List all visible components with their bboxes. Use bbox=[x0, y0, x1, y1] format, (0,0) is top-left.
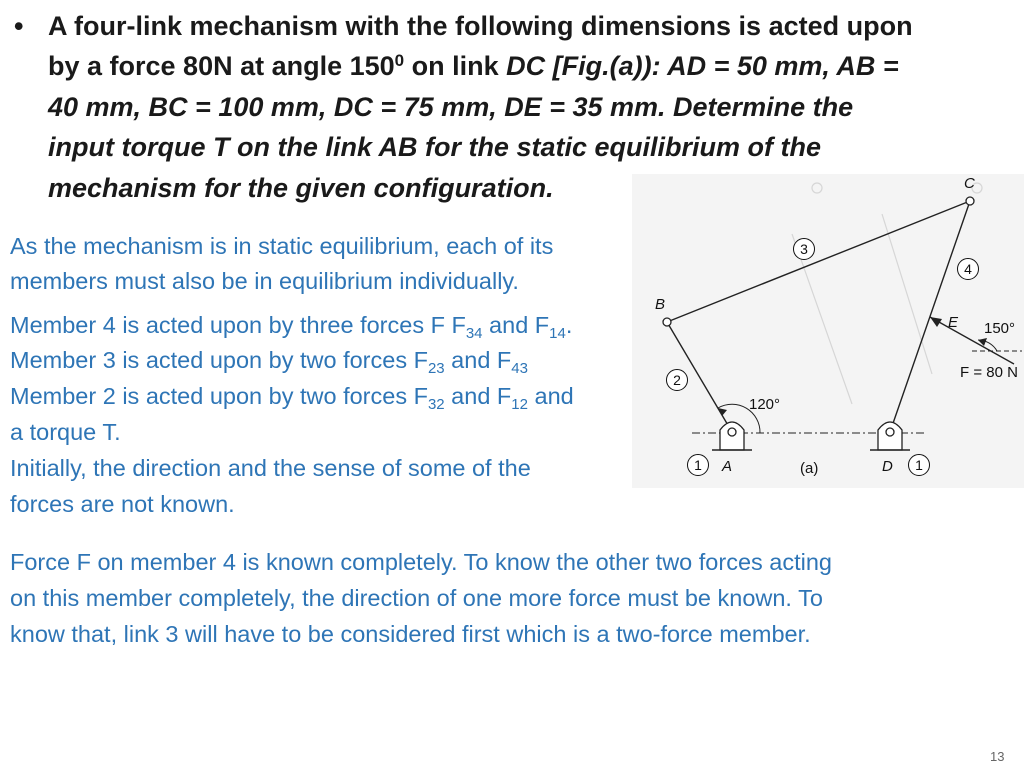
mechanism-diagram bbox=[632, 174, 1024, 488]
problem-line-5: mechanism for the given configuration. bbox=[48, 173, 554, 203]
label-d: D bbox=[882, 458, 893, 475]
pivot-d bbox=[870, 422, 910, 450]
joint-c bbox=[966, 197, 974, 205]
explanation-line-1: As the mechanism is in static equilibrium, each of its bbox=[10, 233, 554, 259]
link-number-3: 3 bbox=[793, 238, 815, 260]
member-2-text: Member 2 is acted upon by two forces $F_{32}$ and $F_{12}$ and bbox=[10, 383, 574, 413]
bullet: • bbox=[14, 11, 24, 41]
explanation-line-2: members must also be in equilibrium individually. bbox=[10, 268, 519, 294]
link-number-1-a: 1 bbox=[687, 454, 709, 476]
link-number-1-d: 1 bbox=[908, 454, 930, 476]
label-a: A bbox=[722, 458, 733, 475]
label-angle-120: 120° bbox=[749, 396, 781, 413]
initially-line-2: forces are not known. bbox=[10, 491, 235, 517]
problem-line-2: by a force 80N at angle $150^0$ on link DC [Fig.(a)): AD = 50 mm, AB = bbox=[48, 51, 899, 81]
link-bc bbox=[667, 201, 970, 322]
label-c: C bbox=[964, 175, 975, 192]
mechanism-figure bbox=[632, 174, 1024, 488]
initially-line-1: Initially, the direction and the sense of some of the bbox=[10, 455, 531, 481]
figure-caption: (a) bbox=[800, 460, 819, 477]
link-number-4: 4 bbox=[957, 258, 979, 280]
link-number-2: 2 bbox=[666, 369, 688, 391]
problem-line-3: 40 mm, BC = 100 mm, DC = 75 mm, DE = 35 mm. Determine the bbox=[48, 92, 854, 122]
member-2-text-cont: a torque T. bbox=[10, 419, 121, 445]
problem-line-1: A four-link mechanism with the following dimensions is acted upon bbox=[48, 11, 913, 41]
label-angle-150: 150° bbox=[984, 320, 1016, 337]
member-3-text: Member 3 is acted upon by two forces $F_{23}$ and $F_{43}$ bbox=[10, 347, 528, 377]
force-line-2: on this member completely, the direction of one more force must be known. To bbox=[10, 585, 823, 611]
page-number: 13 bbox=[990, 749, 1005, 764]
pivot-a bbox=[712, 422, 752, 450]
label-force: F = 80 N bbox=[960, 364, 1018, 381]
problem-line-4: input torque T on the link AB for the static equilibrium of the bbox=[48, 132, 821, 162]
label-e: E bbox=[948, 314, 959, 331]
angle-arc-120-arrow bbox=[718, 408, 727, 416]
force-line-1: Force F on member 4 is known completely. To know the other two forces acting bbox=[10, 549, 832, 575]
label-b: B bbox=[655, 296, 666, 313]
joint-b bbox=[663, 318, 671, 326]
force-line-3: know that, link 3 will have to be considered first which is a two-force member. bbox=[10, 621, 811, 647]
member-4-text: Member 4 is acted upon by three forces F $F_{34}$ and $F_{14}$. bbox=[10, 312, 573, 342]
faint-shadow-lines bbox=[792, 183, 982, 404]
